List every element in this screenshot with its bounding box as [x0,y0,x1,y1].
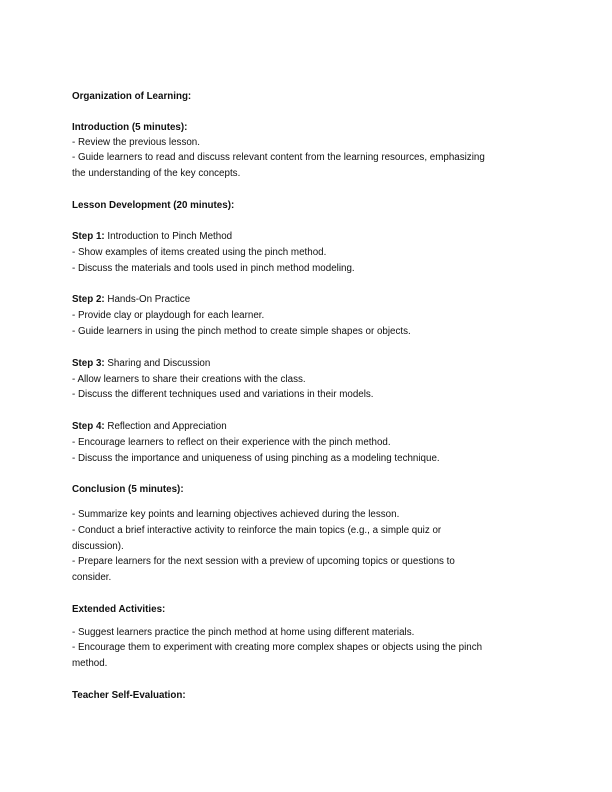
extended-activities-heading [72,603,165,617]
step-3-heading [72,357,210,371]
step-label: Step 4: [72,421,105,432]
conclusion-heading [72,483,184,497]
step-title: Introduction to Pinch Method [104,231,233,242]
extended-line: method. [72,658,108,669]
introduction-line: - Guide learners to read and discuss relevant content from the learning resources, emphasizing [72,152,485,163]
step-line: - Provide clay or playdough for each learner. [72,310,265,321]
extended-line: - Suggest learners practice the pinch method at home using different materials. [72,627,415,638]
introduction-line: - Review the previous lesson. [72,137,200,148]
organization-heading [72,90,191,104]
step-label: Step 1: [72,231,105,242]
step-line: - Show examples of items created using the pinch method. [72,247,327,258]
step-line: - Discuss the different techniques used and variations in their models. [72,389,374,400]
step-1-heading [72,230,232,244]
step-label: Step 2: [72,294,105,305]
conclusion-line: consider. [72,572,112,583]
step-title: Hands-On Practice [104,294,191,305]
heading-text: Organization of Learning: [72,91,192,102]
heading-text: Extended Activities: [72,604,166,615]
introduction-heading [72,121,187,135]
step-line: - Encourage learners to reflect on their experience with the pinch method. [72,437,391,448]
heading-text: Teacher Self-Evaluation: [72,690,186,701]
introduction-line: the understanding of the key concepts. [72,168,241,179]
teacher-self-evaluation-heading [72,689,186,703]
step-2-heading [72,293,190,307]
heading-text: Conclusion (5 minutes): [72,484,184,495]
step-line: - Discuss the materials and tools used in pinch method modeling. [72,263,355,274]
lesson-development-heading [72,199,234,213]
heading-text: Introduction (5 minutes): [72,122,188,133]
conclusion-line: - Prepare learners for the next session with a preview of upcoming topics or questions to [72,556,455,567]
step-line: - Allow learners to share their creations with the class. [72,374,306,385]
step-title: Sharing and Discussion [104,358,211,369]
heading-text: Lesson Development (20 minutes): [72,200,235,211]
step-title: Reflection and Appreciation [104,421,227,432]
step-line: - Guide learners in using the pinch method to create simple shapes or objects. [72,326,411,337]
conclusion-line: - Summarize key points and learning objectives achieved during the lesson. [72,509,400,520]
conclusion-line: discussion). [72,541,124,552]
extended-line: - Encourage them to experiment with creating more complex shapes or objects using the pinch [72,642,483,653]
step-4-heading [72,420,227,434]
step-label: Step 3: [72,358,105,369]
conclusion-line: - Conduct a brief interactive activity to reinforce the main topics (e.g., a simple quiz or [72,525,442,536]
step-line: - Discuss the importance and uniqueness of using pinching as a modeling technique. [72,453,440,464]
